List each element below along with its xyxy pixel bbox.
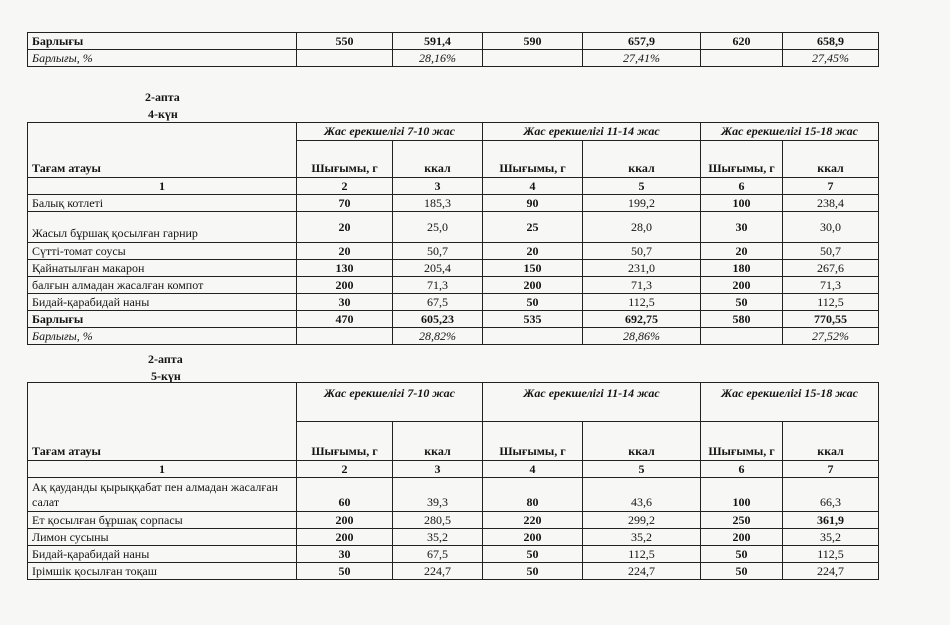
cell: 238,4 [783,195,879,212]
dish-name: балғын алмадан жасалған компот [28,277,297,294]
cell [483,328,583,345]
cell: 28,86% [583,328,701,345]
cell: 80 [483,478,583,512]
kcal-header: ккал [783,422,879,461]
cell: 100 [701,195,783,212]
table-row [28,277,879,294]
cell: 50,7 [393,243,483,260]
table-row [28,212,879,243]
cell: 657,9 [583,33,701,50]
dish-name: Бидай-қарабидай наны [28,546,297,563]
column-number: 6 [701,178,783,195]
cell: 35,2 [583,529,701,546]
cell: 150 [483,260,583,277]
cell: 50 [701,294,783,311]
total-row [28,311,879,328]
dish-name: Ет қосылған бұршақ сорпасы [28,512,297,529]
cell: 50 [297,563,393,580]
yield-header: Шығымы, г [483,422,583,461]
cell: 67,5 [393,294,483,311]
cell: 658,9 [783,33,879,50]
cell: 39,3 [393,478,483,512]
cell: 20 [701,243,783,260]
cell [701,50,783,67]
cell: 200 [297,529,393,546]
cell: 590 [483,33,583,50]
day-label-day5: 5-күн [151,369,181,383]
cell: 224,7 [783,563,879,580]
cell: 35,2 [393,529,483,546]
cell: 361,9 [783,512,879,529]
cell: 199,2 [583,195,701,212]
column-number: 4 [483,461,583,478]
table-row [28,546,879,563]
day4-menu-table [27,122,879,345]
cell: 692,75 [583,311,701,328]
cell: 28,16% [393,50,483,67]
cell: 280,5 [393,512,483,529]
cell: 200 [297,512,393,529]
yield-header: Шығымы, г [701,422,783,461]
name-column-header: Тағам атауы [28,383,297,461]
cell: 224,7 [393,563,483,580]
column-number: 6 [701,461,783,478]
cell: 50 [701,546,783,563]
cell: 50,7 [583,243,701,260]
table-row [28,243,879,260]
cell: 112,5 [583,294,701,311]
cell: 50 [701,563,783,580]
age-group-header: Жас ерекшелігі 15-18 жас [701,123,879,141]
day-label-day4: 4-күн [148,107,178,121]
cell: 28,82% [393,328,483,345]
yield-header: Шығымы, г [701,141,783,178]
column-number-row [28,178,879,195]
table-row [28,195,879,212]
yield-header: Шығымы, г [483,141,583,178]
dish-name: Жасыл бұршақ қосылған гарнир [28,212,297,243]
week-label-day5: 2-апта [148,352,183,366]
total-row [28,33,879,50]
column-number: 3 [393,178,483,195]
cell: 200 [701,529,783,546]
table-row [28,478,879,512]
cell: 20 [483,243,583,260]
table-row [28,563,879,580]
row-name: Барлығы, % [28,328,297,345]
column-number: 2 [297,178,393,195]
cell: 71,3 [583,277,701,294]
cell: 620 [701,33,783,50]
name-column-header: Тағам атауы [28,123,297,178]
cell: 71,3 [783,277,879,294]
cell: 66,3 [783,478,879,512]
cell: 591,4 [393,33,483,50]
day5-menu-table [27,382,879,580]
column-number: 7 [783,178,879,195]
cell: 90 [483,195,583,212]
dish-name: Балық котлеті [28,195,297,212]
kcal-header: ккал [393,422,483,461]
row-name: Барлығы, % [28,50,297,67]
cell: 250 [701,512,783,529]
cell: 30 [701,212,783,243]
cell: 28,0 [583,212,701,243]
age-group-header: Жас ерекшелігі 11-14 жас [483,383,701,422]
cell: 550 [297,33,393,50]
cell: 30 [297,546,393,563]
cell: 71,3 [393,277,483,294]
cell: 112,5 [783,546,879,563]
cell: 25 [483,212,583,243]
cell: 185,3 [393,195,483,212]
cell: 25,0 [393,212,483,243]
cell: 470 [297,311,393,328]
percent-row [28,328,879,345]
cell: 130 [297,260,393,277]
cell [297,328,393,345]
cell: 112,5 [583,546,701,563]
cell [297,50,393,67]
dish-name: Бидай-қарабидай наны [28,294,297,311]
dish-name: Қайнатылған макарон [28,260,297,277]
column-number: 4 [483,178,583,195]
column-number: 1 [28,178,297,195]
dish-name: Ақ қауданды қырыққабат пен алмадан жасалған салат [28,478,297,512]
age-group-header: Жас ерекшелігі 7-10 жас [297,383,483,422]
cell: 200 [483,529,583,546]
dish-name: Ірімшік қосылған тоқаш [28,563,297,580]
table-row [28,294,879,311]
dish-name: Сүтті-томат соусы [28,243,297,260]
cell: 220 [483,512,583,529]
table-row [28,529,879,546]
column-number: 5 [583,461,701,478]
column-number: 5 [583,178,701,195]
cell: 224,7 [583,563,701,580]
week-label-day4: 2-апта [145,90,180,104]
cell: 605,23 [393,311,483,328]
cell: 100 [701,478,783,512]
kcal-header: ккал [393,141,483,178]
cell: 27,41% [583,50,701,67]
cell: 50,7 [783,243,879,260]
cell: 231,0 [583,260,701,277]
yield-header: Шығымы, г [297,141,393,178]
top-summary-table [27,32,879,67]
age-group-header: Жас ерекшелігі 11-14 жас [483,123,701,141]
column-number: 3 [393,461,483,478]
age-group-header: Жас ерекшелігі 7-10 жас [297,123,483,141]
cell: 580 [701,311,783,328]
kcal-header: ккал [583,141,701,178]
cell: 27,52% [783,328,879,345]
row-name: Барлығы [28,33,297,50]
column-number: 1 [28,461,297,478]
cell: 20 [297,212,393,243]
table-row [28,260,879,277]
cell: 35,2 [783,529,879,546]
cell: 267,6 [783,260,879,277]
cell: 43,6 [583,478,701,512]
cell: 27,45% [783,50,879,67]
cell: 200 [701,277,783,294]
column-number: 7 [783,461,879,478]
column-number-row [28,461,879,478]
cell: 50 [483,294,583,311]
cell: 112,5 [783,294,879,311]
yield-header: Шығымы, г [297,422,393,461]
cell: 205,4 [393,260,483,277]
cell: 60 [297,478,393,512]
cell: 535 [483,311,583,328]
age-group-header: Жас ерекшелігі 15-18 жас [701,383,879,422]
cell: 70 [297,195,393,212]
row-name: Барлығы [28,311,297,328]
age-group-header-row [28,383,879,422]
column-number: 2 [297,461,393,478]
kcal-header: ккал [583,422,701,461]
cell: 67,5 [393,546,483,563]
cell [483,50,583,67]
age-group-header-row [28,123,879,141]
percent-row [28,50,879,67]
cell: 30,0 [783,212,879,243]
cell: 30 [297,294,393,311]
cell: 200 [297,277,393,294]
kcal-header: ккал [783,141,879,178]
cell: 20 [297,243,393,260]
cell: 50 [483,563,583,580]
cell: 770,55 [783,311,879,328]
dish-name: Лимон сусыны [28,529,297,546]
cell: 180 [701,260,783,277]
table-row [28,512,879,529]
cell: 50 [483,546,583,563]
cell: 200 [483,277,583,294]
cell [701,328,783,345]
cell: 299,2 [583,512,701,529]
